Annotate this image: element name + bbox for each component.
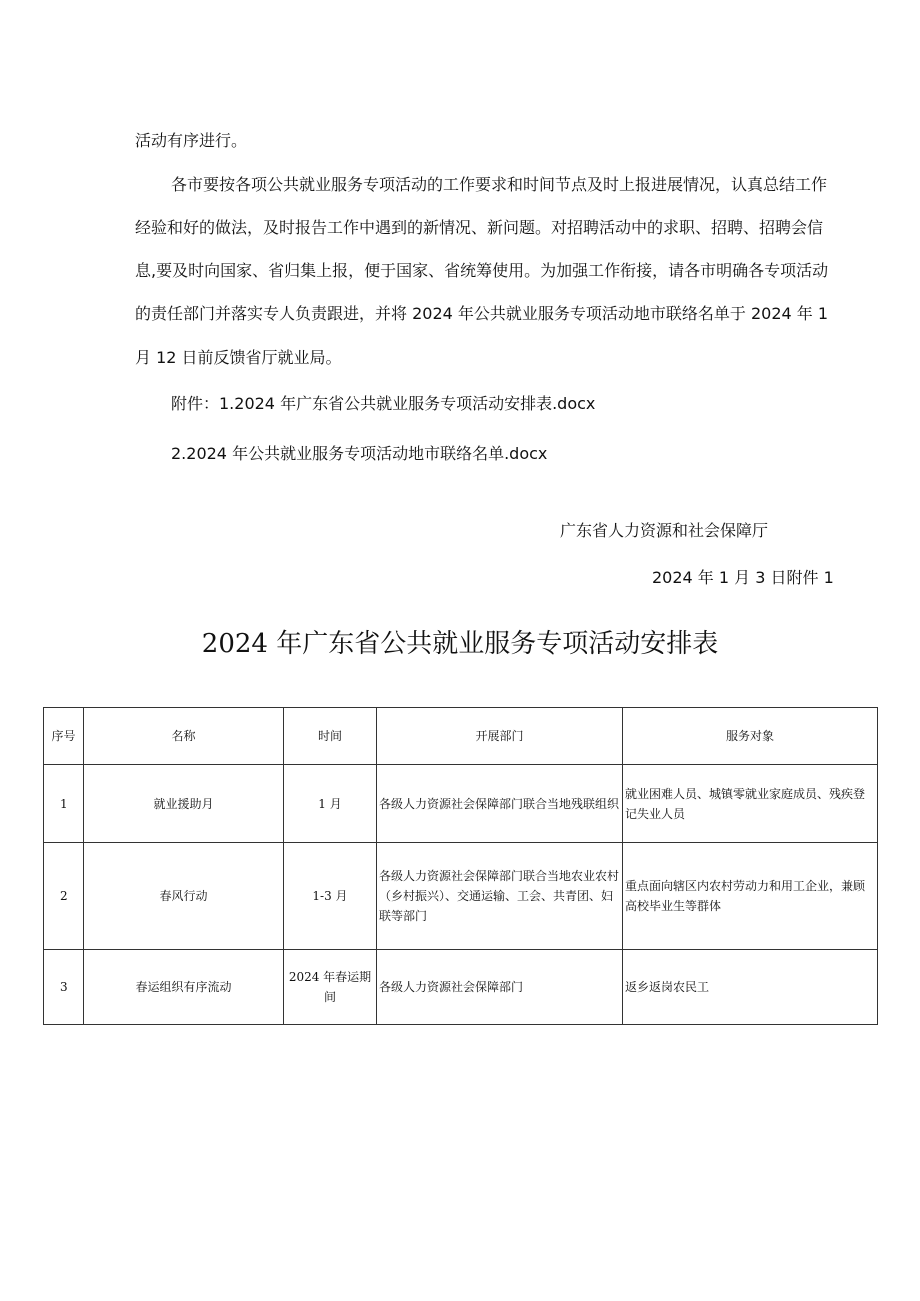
row-time: 1-3 月 bbox=[284, 843, 377, 950]
attachment-1: 附件：1.2024 年广东省公共就业服务专项活动安排表.docx bbox=[171, 394, 596, 413]
row-name: 就业援助月 bbox=[84, 765, 284, 843]
table-row bbox=[44, 843, 878, 950]
row-num: 3 bbox=[44, 950, 84, 1025]
row-dept: 各级人力资源社会保障部门 bbox=[377, 950, 623, 1025]
row-dept: 各级人力资源社会保障部门联合当地农业农村（乡村振兴）、交通运输、工会、共青团、妇联等部门 bbox=[377, 843, 623, 950]
attachment-2: 2.2024 年公共就业服务专项活动地市联络名单.docx bbox=[171, 444, 548, 463]
row-target: 就业困难人员、城镇零就业家庭成员、残疾登记失业人员 bbox=[623, 765, 878, 843]
row-time: 2024 年春运期间 bbox=[284, 950, 377, 1025]
activity-schedule-table bbox=[43, 707, 878, 1025]
row-target: 重点面向辖区内农村劳动力和用工企业，兼顾高校毕业生等群体 bbox=[623, 843, 878, 950]
paragraph-line-1: 活动有序进行。 bbox=[135, 131, 248, 150]
header-name: 名称 bbox=[84, 708, 284, 765]
paragraph-line-3: 经验和好的做法，及时报告工作中遇到的新情况、新问题。对招聘活动中的求职、招聘、招聘会信 bbox=[135, 218, 824, 237]
header-target: 服务对象 bbox=[623, 708, 878, 765]
signature-org: 广东省人力资源和社会保障厅 bbox=[560, 521, 769, 540]
row-time: 1 月 bbox=[284, 765, 377, 843]
paragraph-line-6: 月 12 日前反馈省厅就业局。 bbox=[135, 348, 342, 367]
header-num: 序号 bbox=[44, 708, 84, 765]
header-dept: 开展部门 bbox=[377, 708, 623, 765]
paragraph-line-5: 的责任部门并落实专人负责跟进，并将 2024 年公共就业服务专项活动地市联络名单于 2024 年 1 bbox=[135, 304, 829, 323]
paragraph-line-2: 各市要按各项公共就业服务专项活动的工作要求和时间节点及时上报进展情况，认真总结工作 bbox=[171, 175, 828, 194]
signature-date: 2024 年 1 月 3 日附件 1 bbox=[652, 568, 834, 587]
table-header-row bbox=[44, 708, 878, 765]
row-num: 2 bbox=[44, 843, 84, 950]
header-time: 时间 bbox=[284, 708, 377, 765]
table-row bbox=[44, 950, 878, 1025]
table-row bbox=[44, 765, 878, 843]
table-title: 2024 年广东省公共就业服务专项活动安排表 bbox=[201, 629, 719, 659]
row-name: 春风行动 bbox=[84, 843, 284, 950]
paragraph-line-4: 息,要及时向国家、省归集上报，便于国家、省统筹使用。为加强工作衔接，请各市明确各专项活动 bbox=[135, 261, 829, 280]
row-dept: 各级人力资源社会保障部门联合当地残联组织 bbox=[377, 765, 623, 843]
row-num: 1 bbox=[44, 765, 84, 843]
row-target: 返乡返岗农民工 bbox=[623, 950, 878, 1025]
row-name: 春运组织有序流动 bbox=[84, 950, 284, 1025]
